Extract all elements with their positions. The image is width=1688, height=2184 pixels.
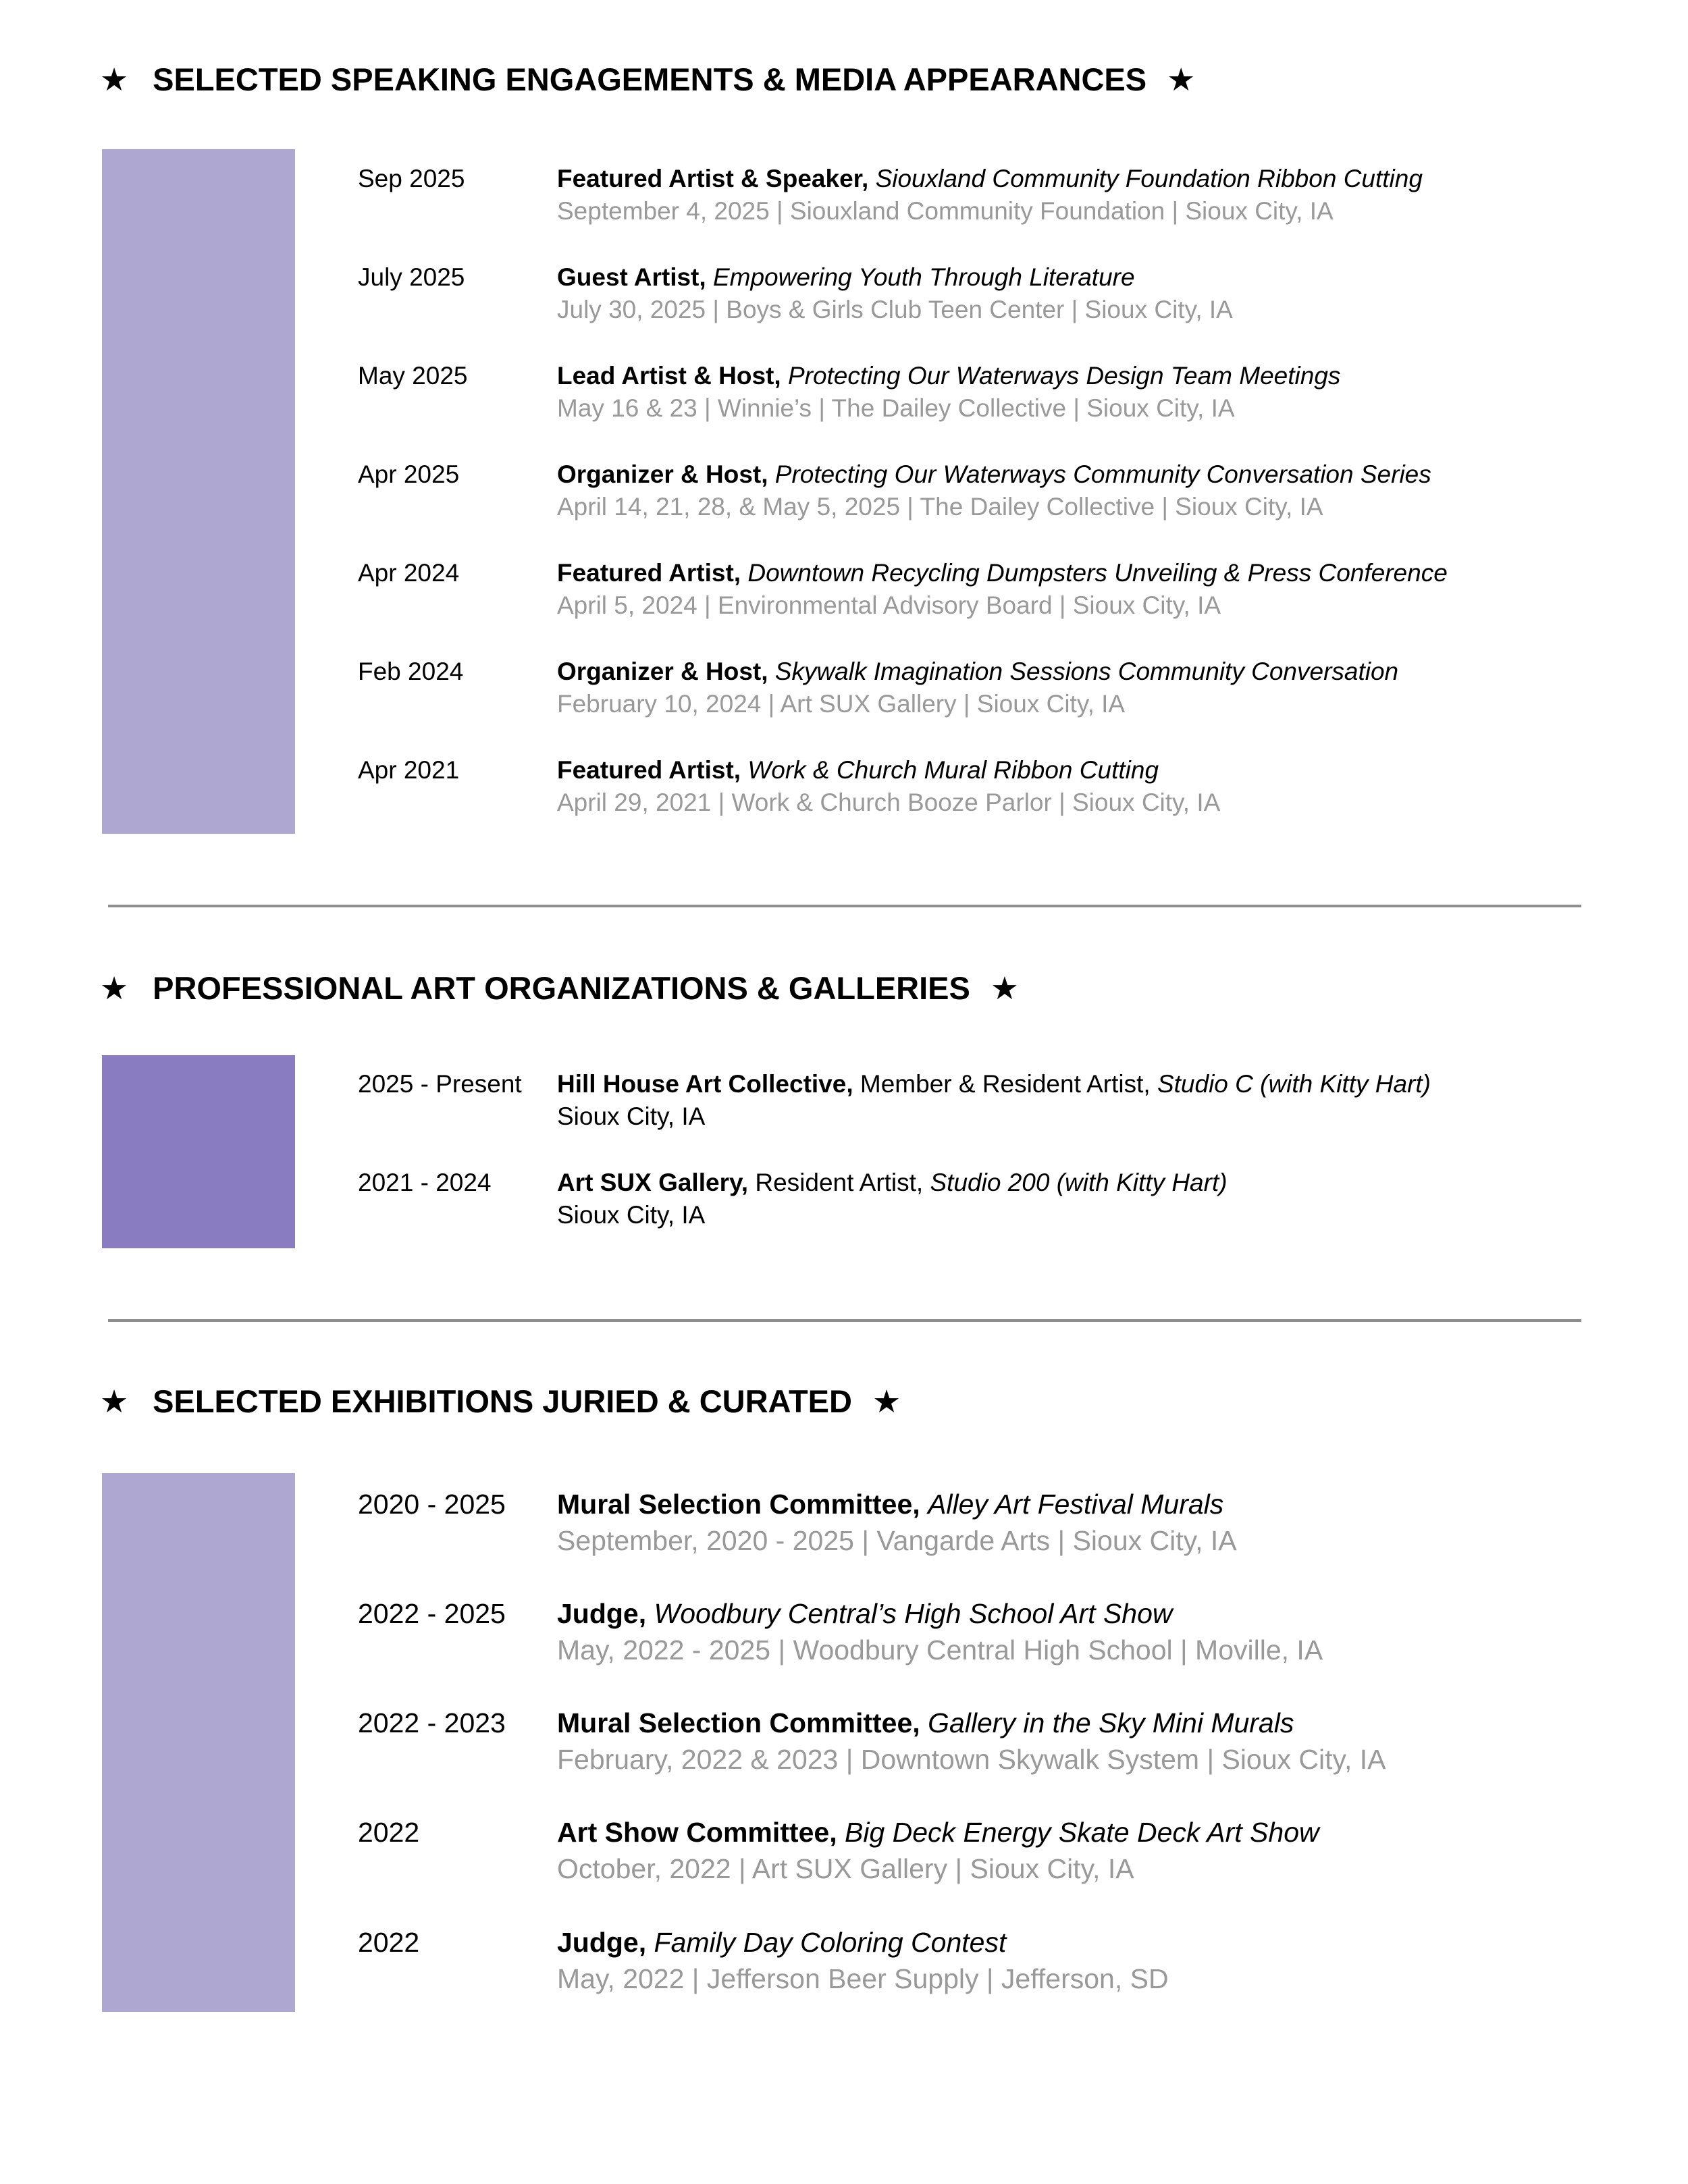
entry-details: April 29, 2021 | Work & Church Booze Parlor | Sioux City, IA [557,789,1221,816]
entry-date: 2025 - Present [358,1070,522,1098]
star-icon: ★ [990,970,1020,1006]
entry-details: September 4, 2025 | Siouxland Community Foundation | Sioux City, IA [557,197,1334,225]
entry-event: Alley Art Festival Murals [928,1489,1224,1520]
entry-details: April 14, 21, 28, & May 5, 2025 | The Dailey Collective | Sioux City, IA [557,493,1323,521]
entry-event: Downtown Recycling Dumpsters Unveiling & Press Conference [747,559,1448,587]
entry-event: Family Day Coloring Contest [654,1927,1007,1958]
section-divider [108,905,1581,907]
entry-role: Organizer & Host, [557,658,768,685]
entry-event: Gallery in the Sky Mini Murals [928,1707,1294,1738]
entry-details: September, 2020 - 2025 | Vangarde Arts | Sioux City, IA [557,1525,1237,1556]
entry-event: Siouxland Community Foundation Ribbon Cutting [875,165,1423,192]
entry-details: February 10, 2024 | Art SUX Gallery | Sioux City, IA [557,690,1126,718]
entry-role: Mural Selection Committee, [557,1707,920,1738]
entry-event: Work & Church Mural Ribbon Cutting [747,756,1159,784]
section-accent-bar [102,1473,295,2012]
entry-role: Guest Artist, [557,263,706,291]
entry-details: October, 2022 | Art SUX Gallery | Sioux City, IA [557,1853,1134,1884]
entry-position: Resident Artist, [755,1169,924,1196]
entry-date: July 2025 [358,263,465,291]
entry-studio: Studio 200 (with Kitty Hart) [930,1169,1228,1196]
entry-role: Art Show Committee, [557,1817,837,1848]
entry-date: Apr 2021 [358,756,460,784]
entry-event: Skywalk Imagination Sessions Community Conversation [774,658,1399,685]
section-title-text: SELECTED SPEAKING ENGAGEMENTS & MEDIA APPEARANCES [153,61,1147,97]
entry-date: Apr 2024 [358,559,460,587]
entry-date: 2021 - 2024 [358,1169,492,1196]
entry-date: Feb 2024 [358,658,464,685]
entry-date: Sep 2025 [358,165,465,192]
section-title-text: SELECTED EXHIBITIONS JURIED & CURATED [153,1383,852,1419]
star-icon: ★ [100,1383,129,1419]
entry-date: Apr 2025 [358,460,460,488]
entry-organization: Hill House Art Collective, [557,1070,853,1098]
entry-organization: Art SUX Gallery, [557,1169,749,1196]
entry-role: Featured Artist & Speaker, [557,165,869,192]
star-icon: ★ [100,970,129,1006]
entry-role: Featured Artist, [557,559,741,587]
entry-event: Protecting Our Waterways Design Team Meetings [787,362,1341,390]
section-divider [108,1319,1581,1322]
entry-details: July 30, 2025 | Boys & Girls Club Teen Center | Sioux City, IA [557,296,1233,323]
entry-position: Member & Resident Artist, [860,1070,1151,1098]
section-title-exhibitions [100,1385,901,1417]
entry-date: 2022 [358,1817,420,1848]
section-accent-bar [102,149,295,834]
entry-location: Sioux City, IA [557,1102,706,1130]
entry-event: Empowering Youth Through Literature [712,263,1135,291]
entry-date: 2022 [358,1927,420,1958]
entry-studio: Studio C (with Kitty Hart) [1157,1070,1431,1098]
entry-event: Big Deck Energy Skate Deck Art Show [845,1817,1319,1848]
entry-role: Lead Artist & Host, [557,362,781,390]
section-title-organizations [100,972,1019,1004]
entry-location: Sioux City, IA [557,1201,706,1229]
star-icon: ★ [872,1383,901,1419]
entry-role: Featured Artist, [557,756,741,784]
entry-role: Judge, [557,1927,647,1958]
entry-role: Organizer & Host, [557,460,768,488]
entry-role: Judge, [557,1598,647,1629]
section-accent-bar [102,1055,295,1248]
entry-date: 2022 - 2025 [358,1598,506,1629]
entry-details: May, 2022 - 2025 | Woodbury Central High School | Moville, IA [557,1634,1323,1666]
entry-date: 2020 - 2025 [358,1489,506,1520]
entry-role: Mural Selection Committee, [557,1489,920,1520]
entry-event: Protecting Our Waterways Community Conversation Series [774,460,1431,488]
star-icon: ★ [100,61,129,97]
section-title-speaking [100,63,1195,95]
entry-event: Woodbury Central’s High School Art Show [654,1598,1173,1629]
entry-date: May 2025 [358,362,468,390]
entry-details: May, 2022 | Jefferson Beer Supply | Jefferson, SD [557,1963,1169,1994]
entry-details: February, 2022 & 2023 | Downtown Skywalk System | Sioux City, IA [557,1744,1386,1775]
section-title-text: PROFESSIONAL ART ORGANIZATIONS & GALLERIES [153,970,970,1006]
star-icon: ★ [1167,61,1196,97]
entry-date: 2022 - 2023 [358,1707,506,1738]
entry-details: May 16 & 23 | Winnie’s | The Dailey Collective | Sioux City, IA [557,394,1235,422]
entry-details: April 5, 2024 | Environmental Advisory Board | Sioux City, IA [557,591,1221,619]
